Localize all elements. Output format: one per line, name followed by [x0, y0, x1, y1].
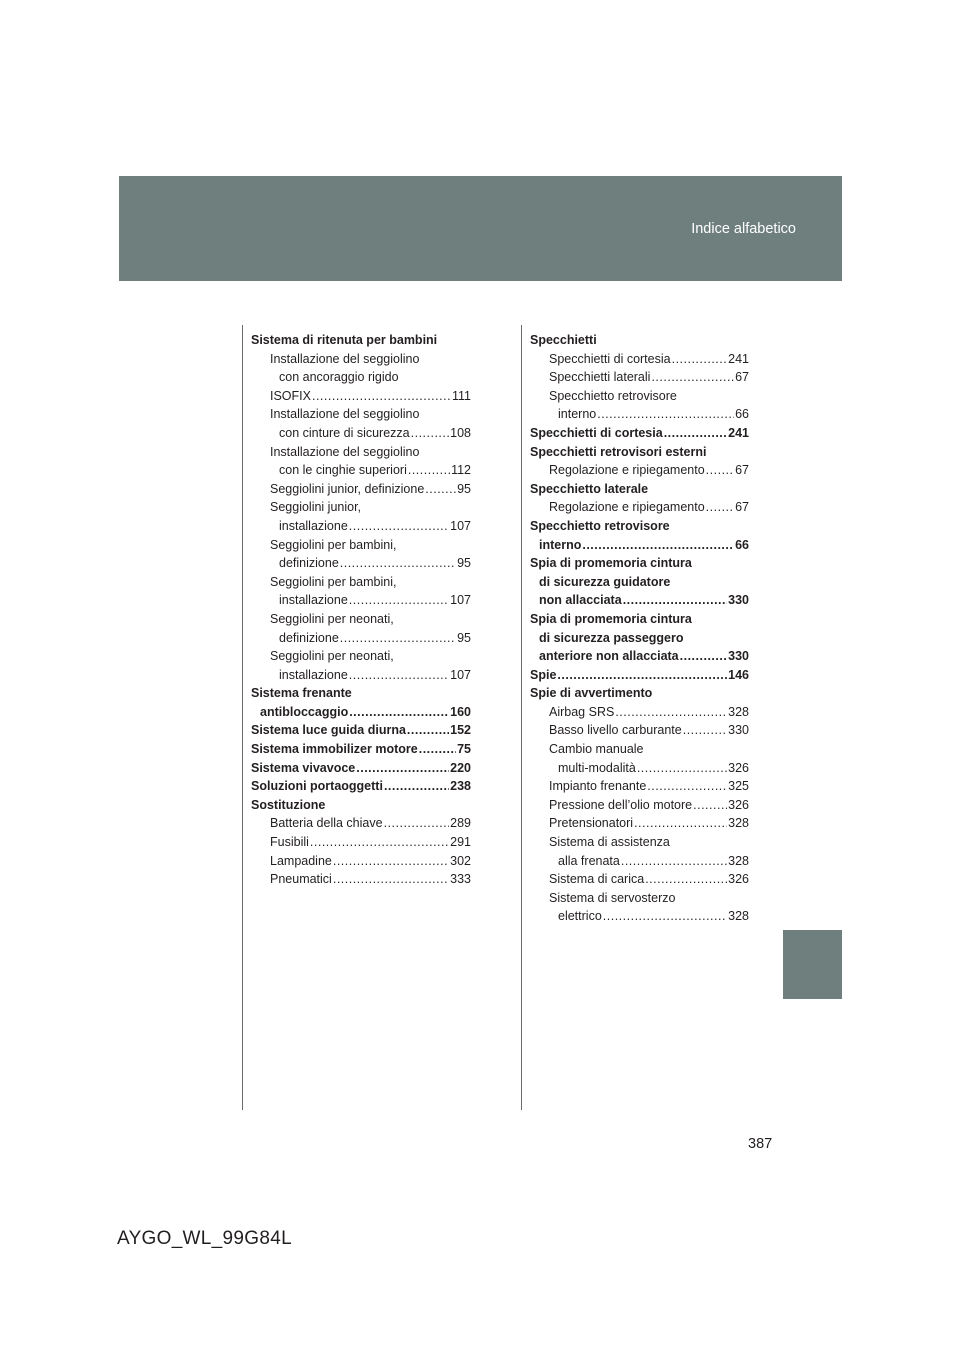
index-entry: Sistema frenante — [251, 686, 352, 701]
index-entry — [251, 703, 471, 722]
dot-leader — [408, 461, 450, 480]
index-entry: Installazione del seggiolino — [270, 351, 420, 366]
index-entry: Specchietti — [530, 333, 597, 347]
entry-page: 108 — [450, 425, 471, 440]
index-entry: Specchietto laterale — [530, 481, 649, 496]
entry-page: 241 — [728, 351, 749, 366]
dot-leader — [310, 833, 449, 852]
entry-page: 152 — [450, 723, 471, 738]
index-entry — [251, 554, 471, 573]
index-entry — [530, 870, 749, 889]
entry-page: 289 — [450, 816, 471, 831]
dot-leader — [384, 814, 450, 833]
dot-leader — [349, 666, 449, 685]
dot-leader — [407, 721, 449, 740]
dot-leader — [340, 629, 456, 648]
entry-page: 330 — [728, 593, 749, 608]
index-entry: Seggiolini per bambini, — [270, 574, 397, 589]
index-entry — [251, 480, 471, 499]
dot-leader — [615, 703, 727, 722]
index-entry — [251, 517, 471, 536]
entry-label: Pressione dell’olio motore — [549, 797, 693, 812]
entry-label: Soluzioni portaoggetti — [251, 779, 383, 794]
entry-label: Sistema luce guida diurna — [251, 723, 406, 738]
index-entry — [251, 591, 471, 610]
entry-label: Sistema immobilizer motore — [251, 742, 418, 757]
entry-page: 326 — [728, 760, 749, 775]
entry-page: 328 — [728, 909, 749, 924]
entry-label: multi-modalità — [558, 760, 636, 775]
index-entry — [251, 870, 471, 889]
index-entry — [251, 833, 471, 852]
entry-label: Sistema di carica — [549, 872, 645, 887]
index-entry — [251, 461, 471, 480]
section-title: Indice alfabetico — [691, 221, 796, 237]
entry-label: ISOFIX — [270, 388, 311, 403]
dot-leader — [693, 796, 727, 815]
index-entry — [530, 405, 749, 424]
entry-page: 328 — [728, 704, 749, 719]
dot-leader — [680, 647, 728, 666]
dot-leader — [340, 554, 456, 573]
index-entry: Sistema di assistenza — [549, 835, 670, 850]
dot-leader — [623, 591, 727, 610]
entry-page: 325 — [728, 779, 749, 794]
dot-leader — [645, 870, 727, 889]
index-entry — [530, 777, 749, 796]
index-entry — [251, 814, 471, 833]
index-entry: Seggiolini per bambini, — [270, 537, 397, 552]
entry-label: anteriore non allacciata — [539, 649, 679, 664]
entry-page: 241 — [728, 425, 749, 440]
index-entry — [530, 703, 749, 722]
dot-leader — [425, 480, 456, 499]
index-entry — [530, 591, 749, 610]
entry-page: 160 — [450, 704, 471, 719]
dot-leader — [597, 405, 734, 424]
entry-page: 107 — [450, 667, 471, 682]
entry-label: Impianto frenante — [549, 779, 647, 794]
entry-page: 146 — [728, 667, 749, 682]
entry-label: interno — [558, 407, 597, 422]
column-divider-left — [242, 325, 243, 1110]
entry-label: installazione — [279, 667, 348, 682]
entry-label: Sistema vivavoce — [251, 760, 356, 775]
index-column-left — [251, 331, 471, 889]
index-entry: di sicurezza passeggero — [539, 630, 684, 645]
index-entry: di sicurezza guidatore — [539, 574, 671, 589]
entry-label: con le cinghie superiori — [279, 463, 407, 478]
dot-leader — [419, 740, 456, 759]
entry-label: Airbag SRS — [549, 704, 615, 719]
entry-label: Specchietti di cortesia — [530, 425, 663, 440]
index-entry: Installazione del seggiolino — [270, 407, 420, 422]
entry-label: definizione — [279, 556, 339, 571]
dot-leader — [333, 852, 449, 871]
index-entry: Seggiolini junior, — [270, 500, 362, 515]
entry-label: Pneumatici — [270, 872, 332, 887]
entry-label: interno — [539, 537, 582, 552]
entry-page: 291 — [450, 835, 471, 850]
index-entry — [530, 796, 749, 815]
dot-leader — [637, 759, 727, 778]
entry-page: 75 — [457, 742, 471, 757]
index-entry: Seggiolini per neonati, — [270, 649, 394, 664]
index-entry: Spia di promemoria cintura — [530, 556, 692, 571]
dot-leader — [384, 777, 449, 796]
entry-page: 328 — [728, 816, 749, 831]
entry-page: 302 — [450, 853, 471, 868]
dot-leader — [356, 759, 449, 778]
entry-label: alla frenata — [558, 853, 620, 868]
entry-label: Specchietti di cortesia — [549, 351, 671, 366]
entry-label: Regolazione e ripiegamento — [549, 463, 705, 478]
dot-leader — [349, 517, 449, 536]
side-tab — [783, 930, 842, 999]
dot-leader — [349, 591, 449, 610]
entry-page: 326 — [728, 797, 749, 812]
entry-label: Specchietti laterali — [549, 370, 651, 385]
index-entry: Spie di avvertimento — [530, 686, 653, 701]
index-entry: Sistema di servosterzo — [549, 890, 676, 905]
entry-page: 111 — [451, 388, 471, 403]
index-entry — [251, 740, 471, 759]
index-entry — [530, 907, 749, 926]
index-entry — [530, 498, 749, 517]
entry-page: 107 — [450, 593, 471, 608]
entry-page: 328 — [728, 853, 749, 868]
entry-page: 67 — [735, 370, 749, 385]
index-entry: Cambio manuale — [549, 742, 644, 757]
entry-label: non allacciata — [539, 593, 622, 608]
entry-label: definizione — [279, 630, 339, 645]
index-entry — [530, 647, 749, 666]
dot-leader — [634, 814, 727, 833]
index-column-right — [530, 331, 749, 926]
entry-page: 220 — [450, 760, 471, 775]
entry-page: 66 — [735, 407, 749, 422]
dot-leader — [411, 424, 450, 443]
index-entry — [530, 424, 749, 443]
index-entry: con ancoraggio rigido — [279, 370, 399, 385]
page-number: 387 — [748, 1136, 773, 1152]
entry-page: 107 — [450, 518, 471, 533]
index-entry — [530, 666, 749, 685]
dot-leader — [683, 721, 727, 740]
index-entry — [251, 721, 471, 740]
document-code: AYGO_WL_99G84L — [117, 1228, 292, 1249]
index-entry — [530, 536, 749, 555]
dot-leader — [333, 870, 449, 889]
dot-leader — [621, 852, 727, 871]
index-entry — [251, 759, 471, 778]
column-divider-right — [521, 325, 522, 1110]
index-entry — [530, 852, 749, 871]
dot-leader — [706, 498, 734, 517]
index-entry: Seggiolini per neonati, — [270, 611, 394, 626]
index-entry — [530, 759, 749, 778]
index-entry — [251, 387, 471, 406]
entry-label: Basso livello carburante — [549, 723, 682, 738]
entry-page: 330 — [728, 649, 749, 664]
index-entry: Sostituzione — [251, 797, 326, 812]
dot-leader — [647, 777, 727, 796]
entry-page: 238 — [450, 779, 471, 794]
entry-page: 330 — [728, 723, 749, 738]
dot-leader — [557, 666, 727, 685]
dot-leader — [664, 424, 727, 443]
header-bar — [119, 176, 842, 281]
index-entry: Specchietto retrovisore — [530, 518, 670, 533]
entry-label: Seggiolini junior, definizione — [270, 481, 425, 496]
entry-label: Regolazione e ripiegamento — [549, 500, 705, 515]
entry-label: Lampadine — [270, 853, 332, 868]
index-entry — [251, 666, 471, 685]
dot-leader — [603, 907, 727, 926]
index-entry — [251, 424, 471, 443]
index-entry — [530, 368, 749, 387]
index-entry: Specchietto retrovisore — [549, 388, 677, 403]
entry-page: 67 — [735, 463, 749, 478]
entry-page: 67 — [735, 500, 749, 515]
entry-label: Batteria della chiave — [270, 816, 383, 831]
index-entry — [530, 350, 749, 369]
index-entry — [530, 721, 749, 740]
dot-leader — [312, 387, 451, 406]
dot-leader — [706, 461, 734, 480]
entry-label: installazione — [279, 593, 348, 608]
index-entry: Installazione del seggiolino — [270, 444, 420, 459]
dot-leader — [672, 350, 728, 369]
dot-leader — [349, 703, 449, 722]
entry-page: 112 — [451, 463, 471, 478]
entry-page: 95 — [457, 556, 471, 571]
index-entry: Spia di promemoria cintura — [530, 611, 692, 626]
index-entry: Sistema di ritenuta per bambini — [251, 333, 438, 347]
index-entry — [251, 777, 471, 796]
index-entry — [251, 852, 471, 871]
entry-page: 66 — [735, 537, 749, 552]
entry-label: Pretensionatori — [549, 816, 634, 831]
entry-label: con cinture di sicurezza — [279, 425, 410, 440]
index-entry — [530, 461, 749, 480]
entry-label: installazione — [279, 518, 348, 533]
entry-label: Fusibili — [270, 835, 309, 850]
dot-leader — [651, 368, 734, 387]
entry-page: 95 — [457, 630, 471, 645]
entry-page: 326 — [728, 872, 749, 887]
entry-page: 333 — [450, 872, 471, 887]
entry-label: antibloccaggio — [260, 704, 349, 719]
dot-leader — [582, 536, 734, 555]
index-entry — [251, 629, 471, 648]
index-entry: Specchietti retrovisori esterni — [530, 444, 707, 459]
index-entry — [530, 814, 749, 833]
entry-page: 95 — [457, 481, 471, 496]
entry-label: elettrico — [558, 909, 602, 924]
entry-label: Spie — [530, 667, 557, 682]
